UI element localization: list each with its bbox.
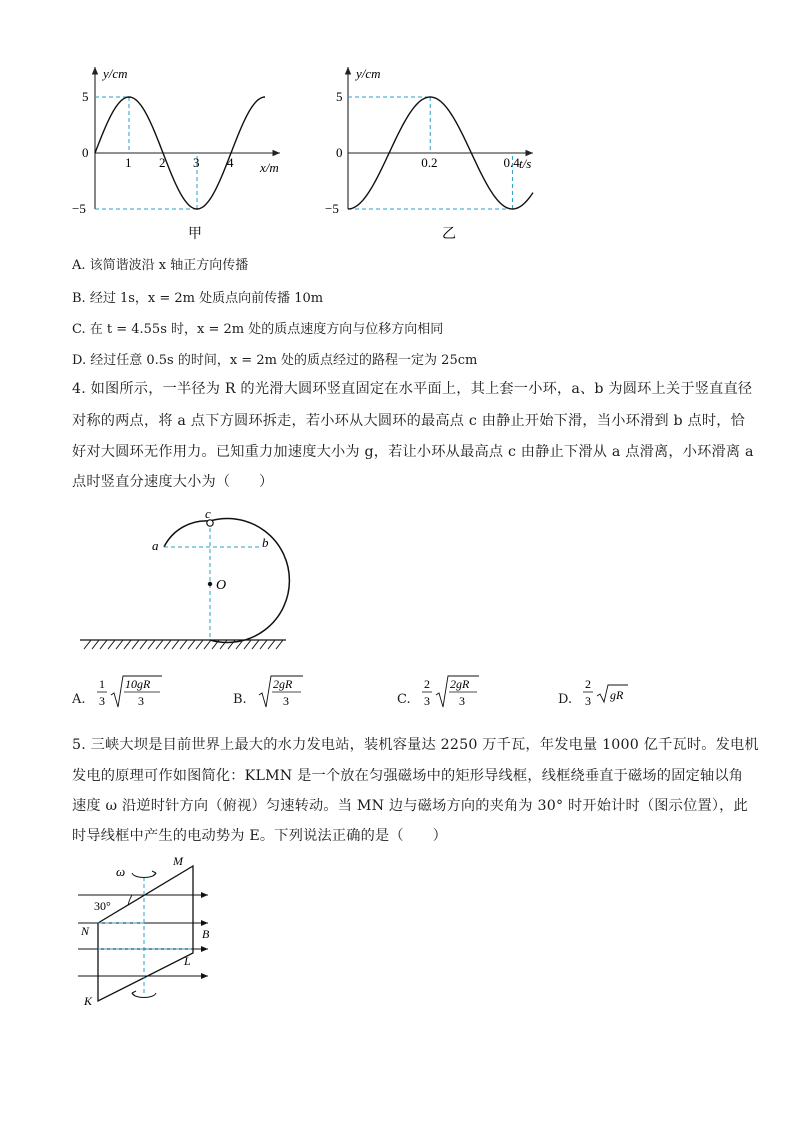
rad-den: 3 xyxy=(283,694,290,708)
q3-option-b[interactable]: B. 经过 1s，x = 2m 处质点向前传播 10m xyxy=(72,291,324,306)
coef-num: 2 xyxy=(585,677,592,691)
y-tick-neg5: −5 xyxy=(325,201,339,216)
rad-num: 2gR xyxy=(450,677,470,691)
choice-label: B. xyxy=(233,691,247,707)
q4-choice-c[interactable] xyxy=(397,677,483,710)
label-K: K xyxy=(84,994,93,1008)
choice-label: D. xyxy=(558,691,573,707)
y-tick-5: 5 xyxy=(82,89,89,104)
radicand: gR xyxy=(610,688,624,702)
q4-ring-figure xyxy=(78,505,298,655)
label-a: a xyxy=(152,538,159,553)
rotation-arrow-top xyxy=(132,873,156,878)
q4-stem-line3: 好对大圆环无作用力。已知重力加速度大小为 g，若让小环从最高点 c 由静止下滑从 a 点滑离，小环滑离 a xyxy=(72,444,754,460)
x-tick-label: 0.2 xyxy=(421,155,438,170)
label-b: b xyxy=(262,535,269,550)
choice-label: A. xyxy=(72,691,86,707)
q4-stem-line4: 点时竖直分速度大小为（ ） xyxy=(72,474,274,490)
choice-b-formula xyxy=(257,674,307,710)
x-tick-label: 2 xyxy=(159,155,166,170)
label-c: c xyxy=(205,506,211,521)
choice-label: C. xyxy=(397,691,411,707)
y-axis-label: y/cm xyxy=(103,66,128,81)
rad-den: 3 xyxy=(138,694,145,708)
q3-option-d[interactable]: D. 经过任意 0.5s 的时间，x = 2m 处的质点经过的路程一定为 25cm xyxy=(72,353,478,368)
choice-a-formula xyxy=(96,674,166,710)
rad-den: 3 xyxy=(459,694,466,708)
graph-caption: 乙 xyxy=(442,227,456,242)
q5-stem-line2: 发电的原理可作如图简化：KLMN 是一个放在匀强磁场中的矩形导线框，线框绕垂直于磁场的固定轴以角 xyxy=(72,768,744,784)
x-tick-label: 4 xyxy=(227,155,234,170)
label-angle: 30° xyxy=(94,899,111,913)
q3-option-c[interactable]: C. 在 t = 4.55s 时，x = 2m 处的质点速度方向与位移方向相同 xyxy=(72,322,444,337)
coef-num: 1 xyxy=(99,677,106,691)
q4-choice-a[interactable] xyxy=(72,677,166,710)
label-M: M xyxy=(173,854,183,868)
rotation-arrow-bottom xyxy=(132,993,156,998)
wave-graph-yi xyxy=(320,55,550,250)
q4-stem-line1: 4. 如图所示，一半径为 R 的光滑大圆环竖直固定在水平面上，其上套一小环，a、b 为圆环上关于竖直直径 xyxy=(72,381,753,397)
label-L: L xyxy=(184,954,191,968)
x-axis-label: x/m xyxy=(260,160,279,175)
y-tick-5: 5 xyxy=(336,89,343,104)
graph-caption: 甲 xyxy=(188,227,202,242)
label-B: B xyxy=(202,927,210,941)
x-tick-label: 1 xyxy=(125,155,132,170)
y-axis-label: y/cm xyxy=(356,66,381,81)
coef-den: 3 xyxy=(424,694,431,708)
y-tick-0: 0 xyxy=(336,145,343,160)
coef-den: 3 xyxy=(99,694,106,708)
x-axis-label: t/s xyxy=(519,156,532,171)
q4-choice-b[interactable] xyxy=(233,677,307,710)
label-N: N xyxy=(81,924,90,938)
label-O: O xyxy=(216,578,227,593)
center-point xyxy=(208,582,212,586)
ground-hatch xyxy=(84,640,283,649)
q3-option-a[interactable]: A. 该简谐波沿 x 轴正方向传播 xyxy=(72,258,249,273)
coef-den: 3 xyxy=(585,694,592,708)
rad-num: 2gR xyxy=(273,677,293,691)
y-tick-0: 0 xyxy=(82,145,89,160)
q5-stem-line4: 时导线框中产生的电动势为 E。下列说法正确的是（ ） xyxy=(72,828,447,844)
x-tick-label: 0.4 xyxy=(503,155,520,170)
q4-stem-line2: 对称的两点，将 a 点下方圆环拆走，若小环从大圆环的最高点 c 由静止开始下滑，当小环滑到 b 点时，恰 xyxy=(72,413,746,429)
x-tick-label: 3 xyxy=(193,155,200,170)
choice-c-formula xyxy=(421,674,483,710)
q5-stem-line1: 5. 三峡大坝是目前世界上最大的水力发电站，装机容量达 2250 万千瓦，年发电量 1000 亿千瓦时。发电机 xyxy=(72,737,759,753)
q5-generator-figure xyxy=(72,853,222,1013)
coef-num: 2 xyxy=(424,677,431,691)
wire-frame-KLMN xyxy=(98,866,193,1001)
y-tick-neg5: −5 xyxy=(72,201,86,216)
wave-graph-jia xyxy=(70,55,300,250)
q5-stem-line3: 速度 ω 沿逆时针方向（俯视）匀速转动。当 MN 边与磁场方向的夹角为 30° 时开始计时（图示位置），此 xyxy=(72,798,748,814)
rad-num: 10gR xyxy=(125,677,151,691)
q4-choice-d[interactable] xyxy=(558,677,632,710)
choice-d-formula xyxy=(582,674,632,710)
ring-arc xyxy=(164,519,289,643)
label-omega: ω xyxy=(116,864,126,879)
